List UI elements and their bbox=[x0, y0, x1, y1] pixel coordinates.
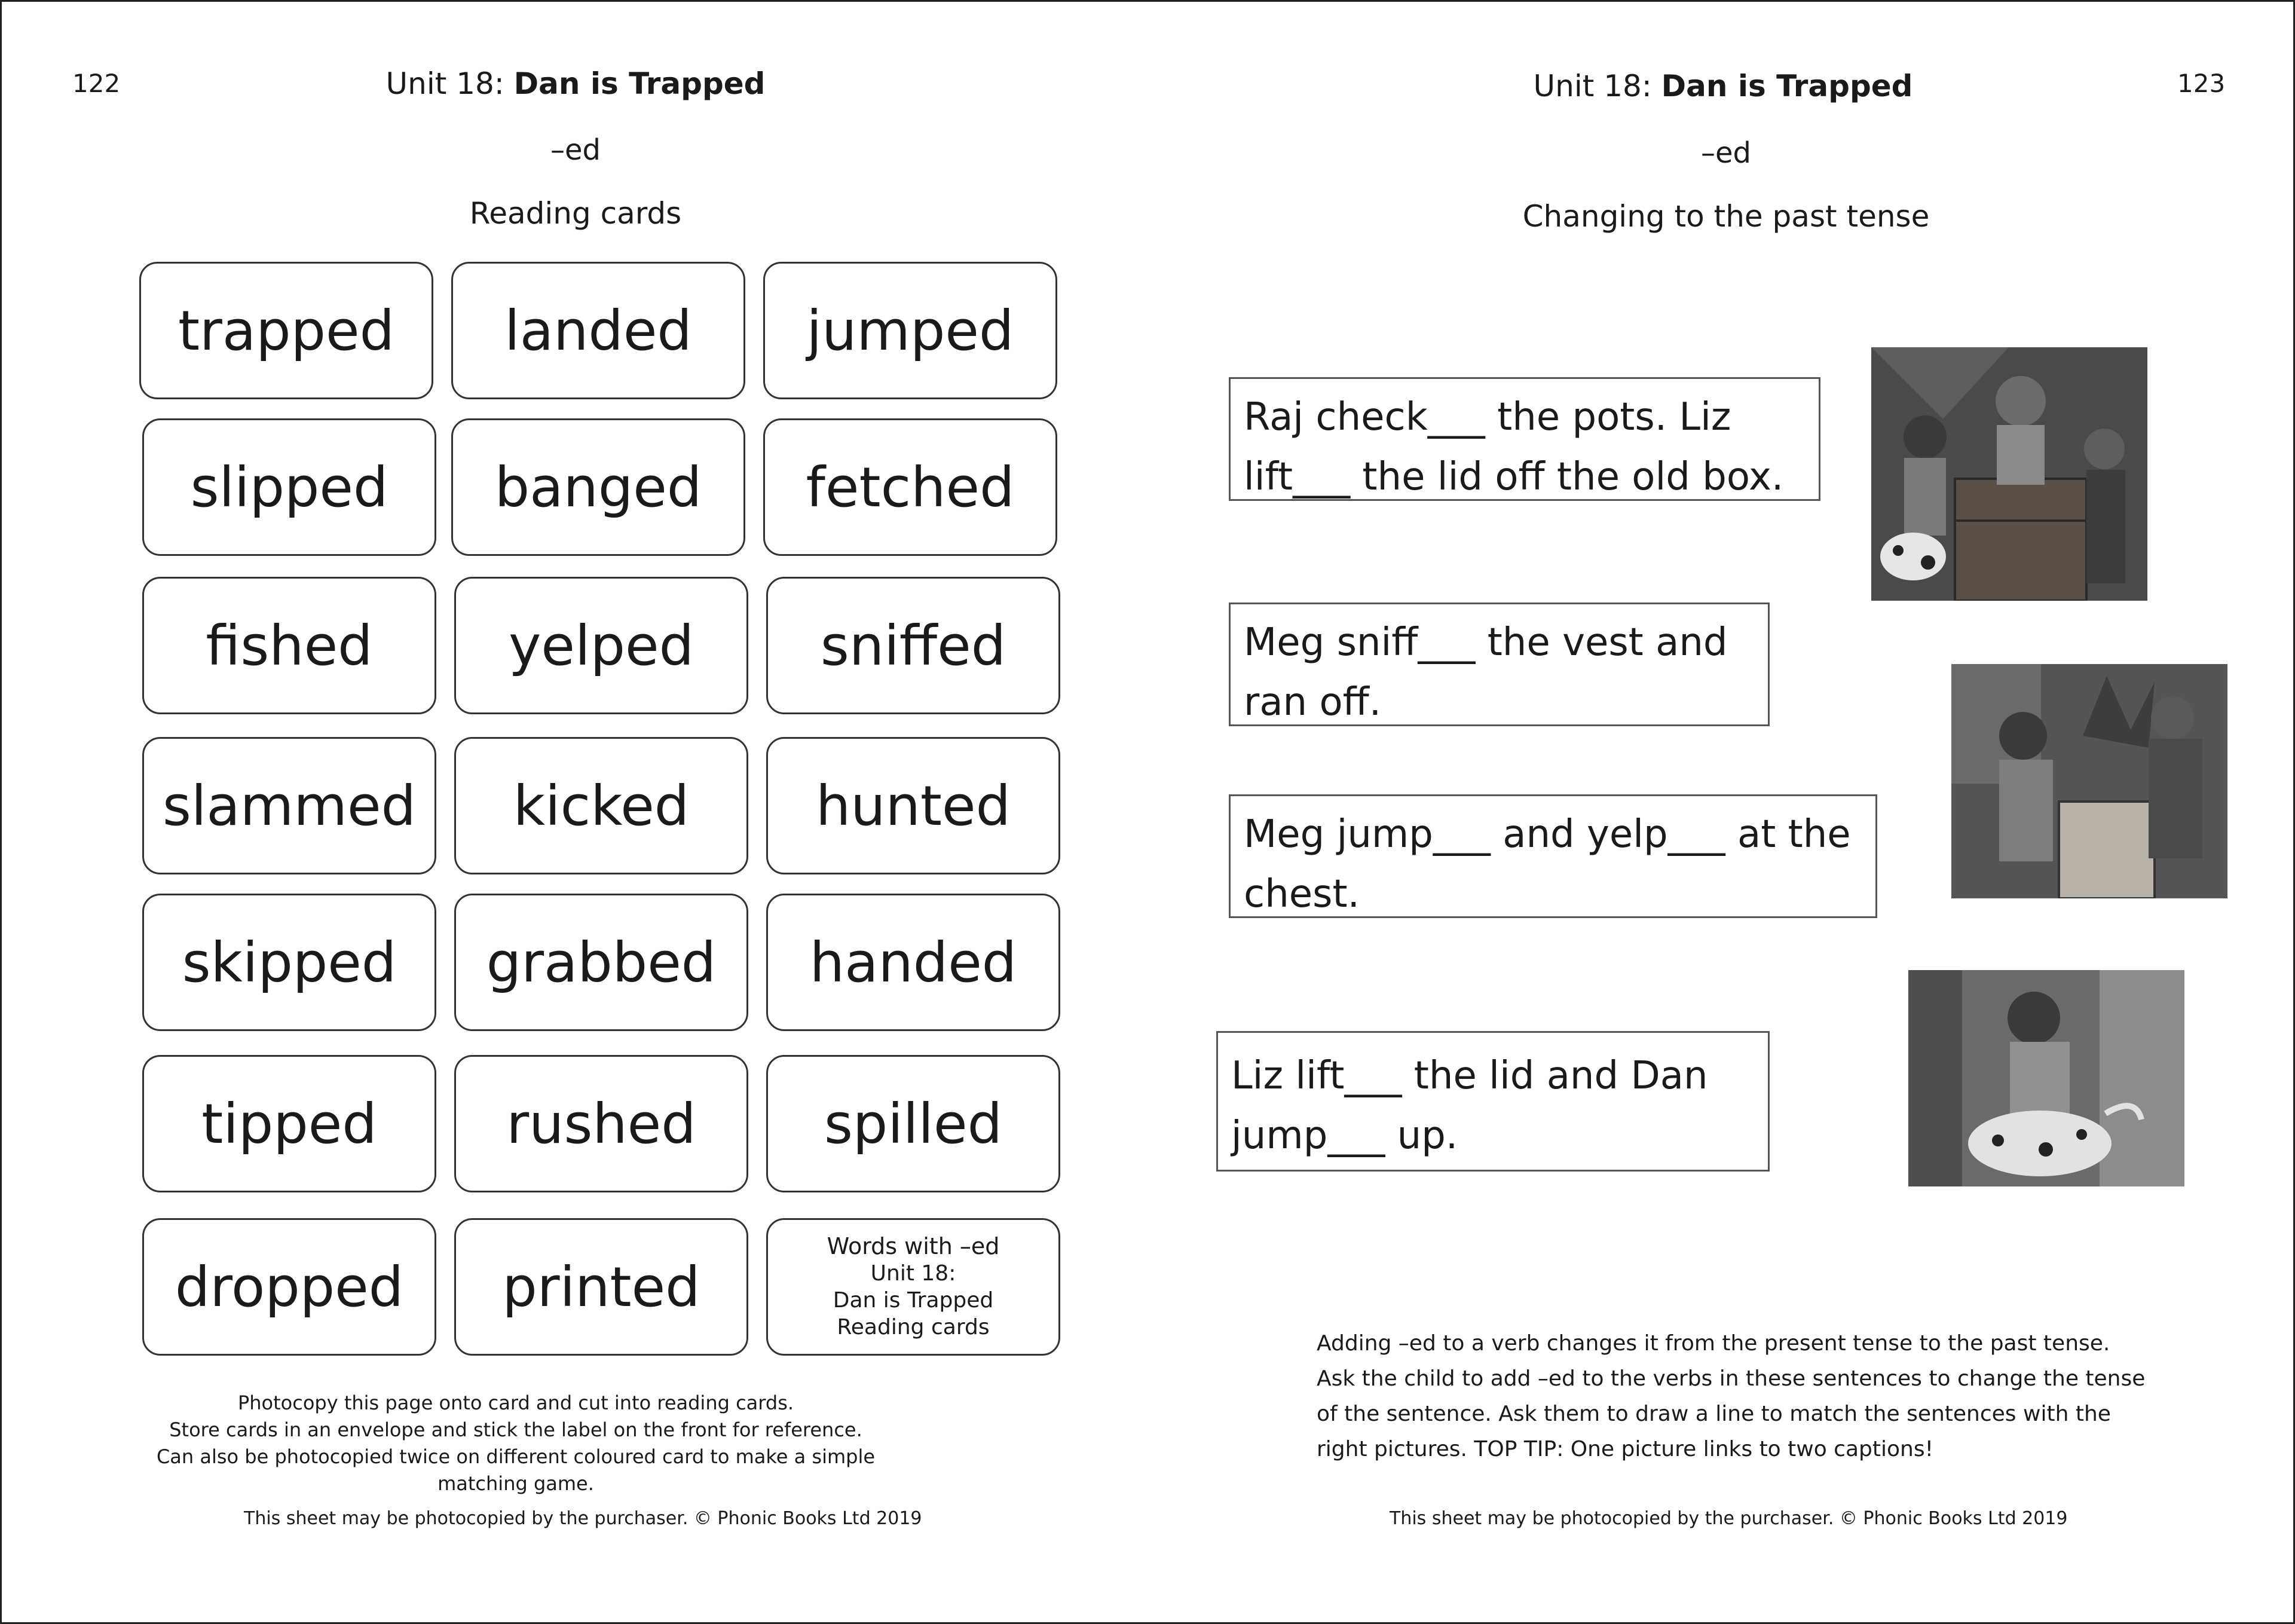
instructions-left: Photocopy this page onto card and cut into reading cards. Store cards in an envelope and stick the label on the front for reference. Can also be photocopied twice on different coloured card to make a simple matching game. bbox=[156, 1391, 876, 1495]
children-opening-box-illustration bbox=[1871, 347, 2147, 601]
reading-card: grabbed bbox=[454, 894, 748, 1031]
reading-card: fetched bbox=[763, 418, 1057, 556]
page-number-right: 123 bbox=[2177, 69, 2226, 98]
subtitle-left: Reading cards bbox=[469, 196, 682, 231]
footer-left: This sheet may be photocopied by the purchaser. © Phonic Books Ltd 2019 bbox=[244, 1508, 922, 1529]
reading-card: hunted bbox=[766, 737, 1060, 874]
reading-card: rushed bbox=[454, 1055, 748, 1192]
reading-card: fished bbox=[142, 577, 436, 714]
reading-card: landed bbox=[451, 262, 745, 399]
suffix-left: –ed bbox=[550, 133, 601, 167]
reading-card: skipped bbox=[142, 894, 436, 1031]
reading-card: tipped bbox=[142, 1055, 436, 1192]
reading-card: kicked bbox=[454, 737, 748, 874]
unit-heading-left bbox=[336, 66, 815, 101]
instructions-right: Adding –ed to a verb changes it from the present tense to the past tense. Ask the child to add –ed to the verbs in these sentences to change the tense of the sentence. Ask them to draw a line to match the sentences with the right pictures. TOP TIP: One picture links to two captions! bbox=[1317, 1331, 2146, 1461]
reading-card: sniffed bbox=[766, 577, 1060, 714]
page-number-left: 122 bbox=[72, 69, 121, 98]
children-with-plant-and-crate-illustration bbox=[1951, 664, 2227, 898]
sentence-box: Meg sniff___ the vest and ran off. bbox=[1229, 602, 1770, 726]
label-card: Words with –ed Unit 18: Dan is Trapped Reading cards bbox=[766, 1218, 1060, 1356]
reading-card: jumped bbox=[763, 262, 1057, 399]
sentence-box: Raj check___ the pots. Liz lift___ the lid off the old box. bbox=[1229, 377, 1820, 501]
footer-right: This sheet may be photocopied by the purchaser. © Phonic Books Ltd 2019 bbox=[1390, 1508, 2068, 1529]
suffix-right: –ed bbox=[1701, 136, 1751, 170]
reading-card: banged bbox=[451, 418, 745, 556]
unit-heading-right bbox=[1484, 69, 1962, 103]
reading-card: trapped bbox=[139, 262, 433, 399]
reading-card: dropped bbox=[142, 1218, 436, 1356]
sentence-box: Liz lift___ the lid and Dan jump___ up. bbox=[1216, 1031, 1770, 1172]
sentence-box: Meg jump___ and yelp___ at the chest. bbox=[1229, 794, 1877, 918]
reading-card: slipped bbox=[142, 418, 436, 556]
reading-card: slammed bbox=[142, 737, 436, 874]
reading-card: handed bbox=[766, 894, 1060, 1031]
unit-title-right: Unit 18: Dan is Trapped bbox=[1533, 69, 1913, 103]
reading-card: yelped bbox=[454, 577, 748, 714]
reading-card: spilled bbox=[766, 1055, 1060, 1192]
girl-with-dog-illustration bbox=[1908, 970, 2184, 1186]
subtitle-right: Changing to the past tense bbox=[1522, 199, 1930, 234]
reading-card: printed bbox=[454, 1218, 748, 1356]
unit-title-left: Unit 18: Dan is Trapped bbox=[385, 66, 766, 101]
